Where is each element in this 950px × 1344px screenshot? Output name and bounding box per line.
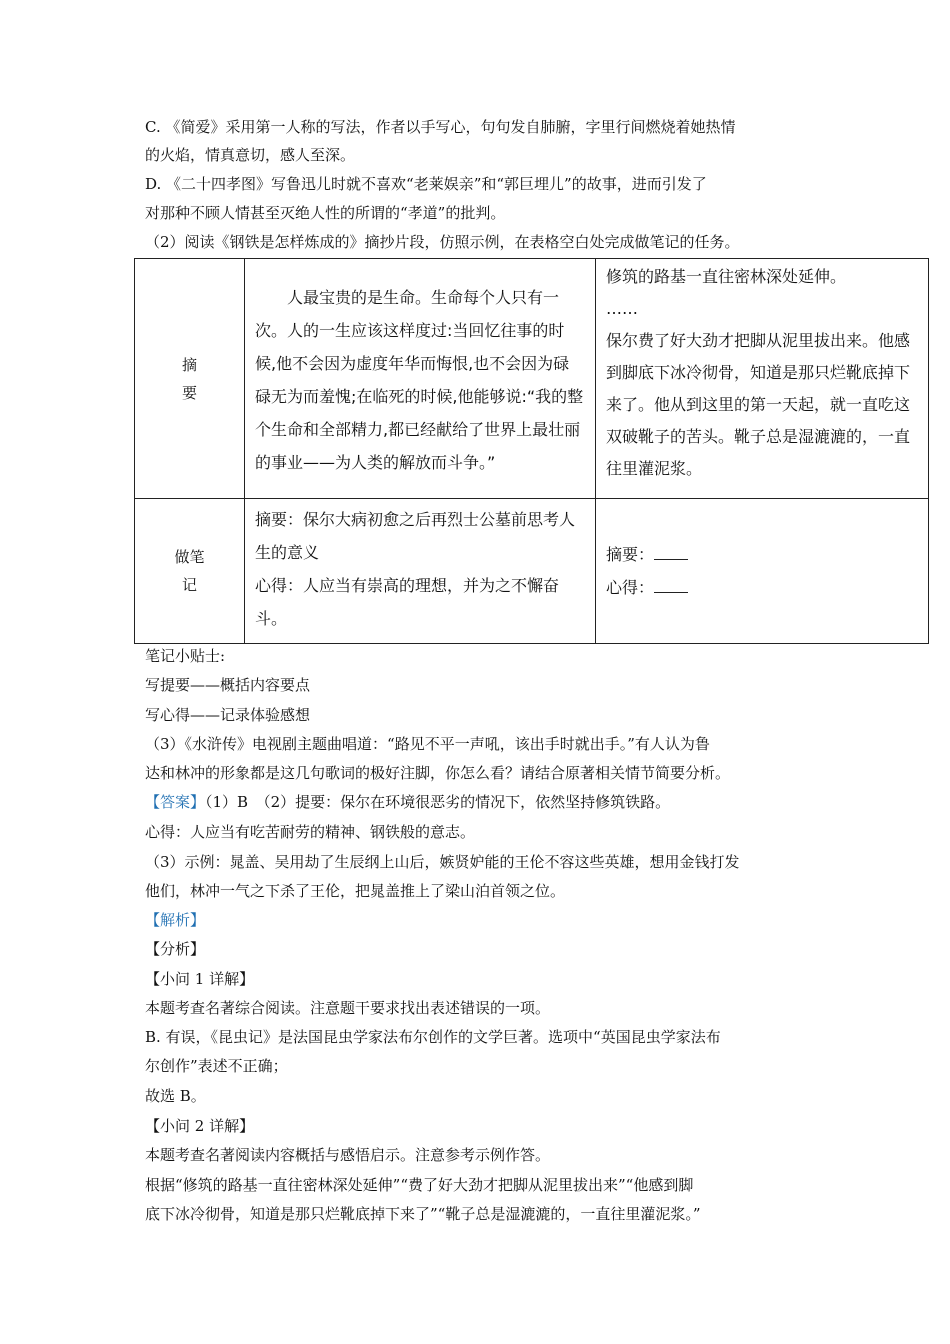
example-summary: 摘要：保尔大病初愈之后再烈士公墓前思考人生的意义 [255,510,576,562]
blank-summary-row [606,538,918,571]
example-note-cell [245,499,596,644]
analysis-tag: 【解析】 [145,911,206,929]
example-quote-cell [245,259,596,499]
analysis-line-2: B. 有误，《昆虫记》是法国昆虫学家法布尔创作的文学巨著。选项中“英国昆虫学家法布 [145,1028,721,1046]
tips-title: 笔记小贴士: [145,647,226,665]
example-quote-text: 人最宝贵的是生命。生命每个人只有一次。人的一生应该这样度过:当回忆往事的时候,他不会因为虚度年华而悔恨,也不会因为碌碌无为而羞愧;在临死的时候,他能够说:“我的整个生命和全部精力,都已经献给了世界上最壮丽的事业——为人类的解放而斗争。” [255,287,584,472]
analysis-line-5: 本题考查名著阅读内容概括与感悟启示。注意参考示例作答。 [145,1146,551,1164]
blank-thought-label: 心得： [606,578,655,597]
summary-header-char-2: 要 [181,383,197,402]
option-c-line-1: C. 《简爱》采用第一人称的写法，作者以手写心，句句发自肺腑，字里行间燃烧着她热情 [145,118,736,136]
blank-note-cell [596,499,929,644]
analysis-line-7: 底下冰冷彻骨，知道是那只烂靴底掉下来了”“靴子总是湿漉漉的，一直往里灌泥浆。” [145,1205,701,1223]
excerpt-paragraph: 保尔费了好大劲才把脚从泥里拔出来。他感到脚底下冰冷彻骨，知道是那只烂靴底掉下来了。他从到这里的第一天起，就一直吃这双破靴子的苦头。靴子总是湿漉漉的，一直往里灌泥浆。 [606,331,911,478]
thought-blank-field[interactable] [654,576,688,593]
analysis-line-1: 本题考查名著综合阅读。注意题干要求找出表述错误的一项。 [145,999,551,1017]
option-d-line-1: D. 《二十四孝图》写鲁迅儿时就不喜欢“老莱娱亲”和“郭巨埋儿”的故事，进而引发了 [145,175,707,193]
excerpt-text [596,259,928,491]
question-2-prompt: （2）阅读《钢铁是怎样炼成的》摘抄片段，仿照示例，在表格空白处完成做笔记的任务。 [145,233,740,251]
analysis-heading: 【分析】 [145,940,206,958]
option-d-line-2: 对那种不顾人情甚至灭绝人性的所谓的“孝道”的批判。 [145,204,506,222]
note-table [134,258,929,644]
blank-thought-row [606,571,918,604]
example-note-text [245,499,595,639]
excerpt-cell [596,259,929,499]
answer-line-1 [145,792,670,812]
example-thought: 心得：人应当有崇高的理想，并为之不懈奋斗。 [255,576,560,628]
excerpt-ellipsis: …… [606,299,638,318]
notes-header-char-2: 记 [181,576,197,594]
analysis-line-6: 根据“修筑的路基一直往密林深处延伸”“费了好大劲才把脚从泥里拔出来”“他感到脚 [145,1176,694,1194]
question-3-line-2: 达和林冲的形象都是这几句歌词的极好注脚，你怎么看？请结合原著相关情节简要分析。 [145,764,731,782]
notes-row-header [135,499,245,644]
question-3-line-1: （3）《水浒传》电视剧主题曲唱道：“路见不平一声吼，该出手时就出手。”有人认为鲁 [145,735,710,753]
sub-question-1-heading: 【小问 1 详解】 [145,970,255,988]
tip-summary: 写提要——概括内容要点 [145,676,311,694]
notes-row [135,499,929,644]
answer-part-1-2: （1）B （2）提要：保尔在环境很恶劣的情况下，依然坚持修筑铁路。 [205,793,671,811]
answer-line-3: （3）示例：晁盖、吴用劫了生辰纲上山后，嫉贤妒能的王伦不容这些英雄，想用金钱打发 [145,853,740,871]
analysis-line-4: 故选 B。 [145,1087,206,1105]
sub-question-2-heading: 【小问 2 详解】 [145,1117,255,1135]
answer-line-4: 他们，林冲一气之下杀了王伦，把晁盖推上了梁山泊首领之位。 [145,882,566,900]
summary-header-char-1: 摘 [181,355,197,374]
answer-line-2: 心得：人应当有吃苦耐劳的精神、钢铁般的意志。 [145,823,476,841]
summary-row-header [135,259,245,499]
summary-blank-field[interactable] [654,543,688,560]
tip-thought: 写心得——记录体验感想 [145,706,311,724]
blank-note-text [596,534,928,608]
answer-tag: 【答案】 [145,793,206,811]
blank-summary-label: 摘要： [606,545,655,564]
summary-row [135,259,929,499]
analysis-line-3: 尔创作”表述不正确； [145,1057,288,1075]
notes-header-char-1: 做笔 [174,548,205,566]
excerpt-line-1: 修筑的路基一直往密林深处延伸。 [606,267,847,286]
option-c-line-2: 的火焰，情真意切，感人至深。 [145,146,356,164]
